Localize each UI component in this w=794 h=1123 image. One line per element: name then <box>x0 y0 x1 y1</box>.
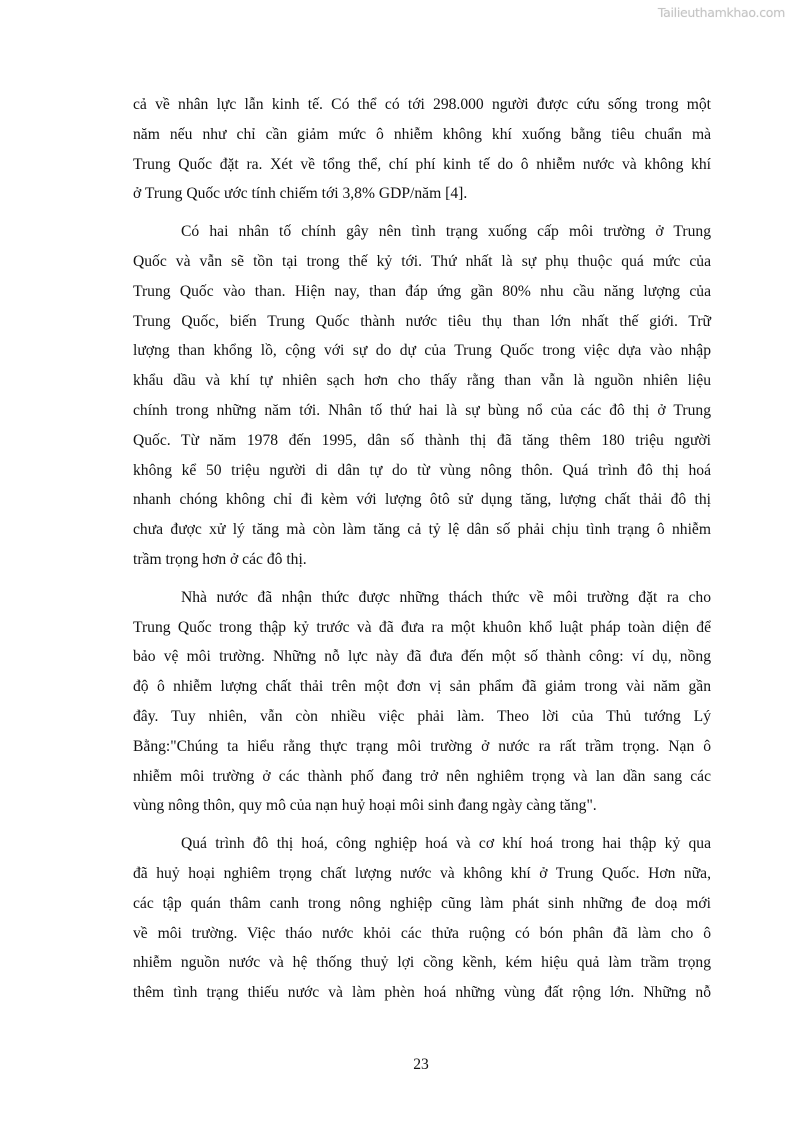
text-line: Quá trình đô thị hoá, công nghiệp hoá và cơ khí hoá trong hai thập kỷ qua <box>181 835 711 853</box>
text-line: về môi trường. Việc tháo nước khỏi các thửa ruộng có bón phân đã làm cho ô <box>133 924 711 942</box>
text-line: Trung Quốc, biến Trung Quốc thành nước tiêu thụ than lớn nhất thế giới. Trữ <box>133 312 711 330</box>
text-line: Quốc và vẫn sẽ tồn tại trong thế kỷ tới. Thứ nhất là sự phụ thuộc quá mức của <box>133 252 711 270</box>
paragraph <box>133 829 711 1008</box>
text-line: khẩu dầu và khí tự nhiên sạch hơn cho thấy rằng than vẫn là nguồn nhiên liệu <box>133 372 711 390</box>
text-line: Quốc. Từ năm 1978 đến 1995, dân số thành thị đã tăng thêm 180 triệu người <box>133 431 711 449</box>
text-line: độ ô nhiễm lượng chất thải trên một đơn vị sản phẩm đã giảm trong vài năm gần <box>133 678 711 696</box>
text-line: Nhà nước đã nhận thức được những thách thức về môi trường đặt ra cho <box>181 588 711 606</box>
text-line: chính trong những năm tới. Nhân tố thứ hai là sự bùng nổ của các đô thị ở Trung <box>133 401 711 419</box>
text-line: cả về nhân lực lẫn kinh tế. Có thể có tới 298.000 người được cứu sống trong một <box>133 96 711 113</box>
text-line: Trung Quốc trong thập kỷ trước và đã đưa ra một khuôn khổ luật pháp toàn diện để <box>133 618 711 636</box>
text-line: thêm tình trạng thiếu nước và làm phèn hoá những vùng đất rộng lớn. Những nỗ <box>133 984 711 1002</box>
text-line: vùng nông thôn, quy mô của nạn huỷ hoại môi sinh đang ngày càng tăng". <box>133 797 597 815</box>
text-line: không kể 50 triệu người di dân tự do từ vùng nông thôn. Quá trình đô thị hoá <box>133 461 711 479</box>
text-line: Bằng:"Chúng ta hiểu rằng thực trạng môi trường ở nước ra rất trầm trọng. Nạn ô <box>133 737 711 755</box>
text-line: nhiễm nguồn nước và hệ thống thuỷ lợi cồng kềnh, kém hiệu quả làm trầm trọng <box>133 954 711 972</box>
text-line: năm nếu như chỉ cần giảm mức ô nhiễm không khí xuống bằng tiêu chuẩn mà <box>133 125 711 143</box>
paragraph <box>133 583 711 821</box>
text-line: đã huỷ hoại nghiêm trọng chất lượng nước và không khí ở Trung Quốc. Hơn nữa, <box>133 864 711 882</box>
text-line: nhanh chóng không chỉ đi kèm với lượng ôtô sử dụng tăng, lượng chất thải đô thị <box>133 491 711 509</box>
text-line: các tập quán thâm canh trong nông nghiệp cũng làm phát sinh những đe doạ mới <box>133 894 711 912</box>
document-body <box>133 90 711 1016</box>
text-line: bảo vệ môi trường. Những nỗ lực này đã đưa đến một số thành công: ví dụ, nồng <box>133 648 711 666</box>
text-line: Trung Quốc vào than. Hiện nay, than đáp ứng gần 80% nhu cầu năng lượng của <box>133 282 711 300</box>
text-line: lượng than khổng lồ, cộng với sự do dự của Trung Quốc trong việc dựa vào nhập <box>133 342 711 360</box>
text-line: Trung Quốc đặt ra. Xét về tổng thể, chí phí kinh tế do ô nhiễm nước và không khí <box>133 155 711 173</box>
paragraph <box>133 90 711 209</box>
watermark: Tailieuthamkhao.com <box>657 5 785 20</box>
text-line: ở Trung Quốc ước tính chiếm tới 3,8% GDP/năm [4]. <box>133 185 468 203</box>
text-line: trầm trọng hơn ở các đô thị. <box>133 550 307 568</box>
page-number: 23 <box>413 1056 429 1073</box>
text-line: đây. Tuy nhiên, vẫn còn nhiều việc phải làm. Theo lời của Thủ tướng Lý <box>133 707 711 725</box>
paragraph <box>133 217 711 575</box>
text-line: nhiễm môi trường ở các thành phố đang trở nên nghiêm trọng và lan dần sang các <box>133 767 711 785</box>
text-line: chưa được xử lý tăng mà còn làm tăng cả tỷ lệ dân số phải chịu tình trạng ô nhiễm <box>133 521 711 539</box>
text-line: Có hai nhân tố chính gây nên tình trạng xuống cấp môi trường ở Trung <box>181 223 711 241</box>
